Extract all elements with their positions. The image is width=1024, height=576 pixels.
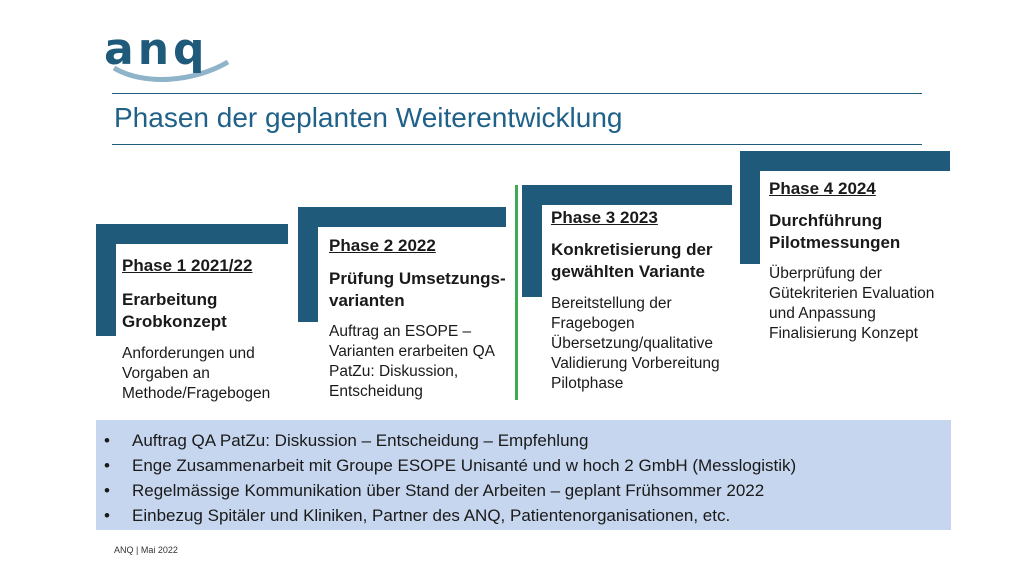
- phase-1-title: Phase 1 2021/22: [122, 256, 253, 275]
- phase-3-subtitle: Konkretisierung der gewählten Variante: [551, 240, 713, 281]
- phase-4-description: Überprüfung der Gütekriterien Evaluation und Anpassung Finalisierung Konzept: [769, 265, 935, 342]
- phase-2-bar-side: [298, 207, 318, 322]
- footer: ANQ | Mai 2022: [114, 545, 178, 555]
- phase-3-title: Phase 3 2023: [551, 208, 658, 227]
- phase-1-subtitle: Erarbeitung Grobkonzept: [122, 290, 227, 331]
- phase-1-description: Anforderungen und Vorgaben an Methode/Fragebogen: [122, 345, 271, 402]
- summary-item: • Einbezug Spitäler und Kliniken, Partner des ANQ, Patientenorganisationen, etc.: [132, 503, 951, 528]
- summary-item: • Enge Zusammenarbeit mit Groupe ESOPE Unisanté und w hoch 2 GmbH (Messlogistik): [132, 453, 951, 478]
- title-top-rule: [112, 93, 922, 94]
- phase-4-bar-top: [740, 151, 950, 171]
- phase-3-bar-top: [522, 185, 732, 205]
- phase-2-description: Auftrag an ESOPE – Varianten erarbeiten QA PatZu: Diskussion, Entscheidung: [329, 323, 495, 400]
- page-title: Phasen der geplanten Weiterentwicklung: [114, 102, 623, 133]
- phase-2-bar-top: [298, 207, 506, 227]
- title-bottom-rule: [112, 144, 922, 145]
- summary-item: • Auftrag QA PatZu: Diskussion – Entscheidung – Empfehlung: [132, 428, 951, 453]
- summary-list: [96, 420, 951, 528]
- current-phase-divider: [515, 185, 518, 400]
- phase-1-bar-top: [96, 224, 288, 244]
- phase-4-bar-side: [740, 151, 760, 264]
- summary-box: [96, 420, 951, 530]
- phase-2-title: Phase 2 2022: [329, 236, 436, 255]
- phase-4-title: Phase 4 2024: [769, 179, 876, 198]
- phase-3-bar-side: [522, 185, 542, 297]
- phase-4-subtitle: Durchführung Pilotmessungen: [769, 211, 901, 252]
- phase-1-bar-side: [96, 224, 116, 336]
- anq-logo: [104, 24, 234, 82]
- summary-item: • Regelmässige Kommunikation über Stand der Arbeiten – geplant Frühsommer 2022: [132, 478, 951, 503]
- phase-3-description: Bereitstellung der Fragebogen Übersetzung/qualitative Validierung Vorbereitung Pilotphase: [551, 295, 720, 392]
- phase-2-subtitle: Prüfung Umsetzungs-varianten: [329, 269, 506, 310]
- logo-text: anq: [104, 24, 209, 75]
